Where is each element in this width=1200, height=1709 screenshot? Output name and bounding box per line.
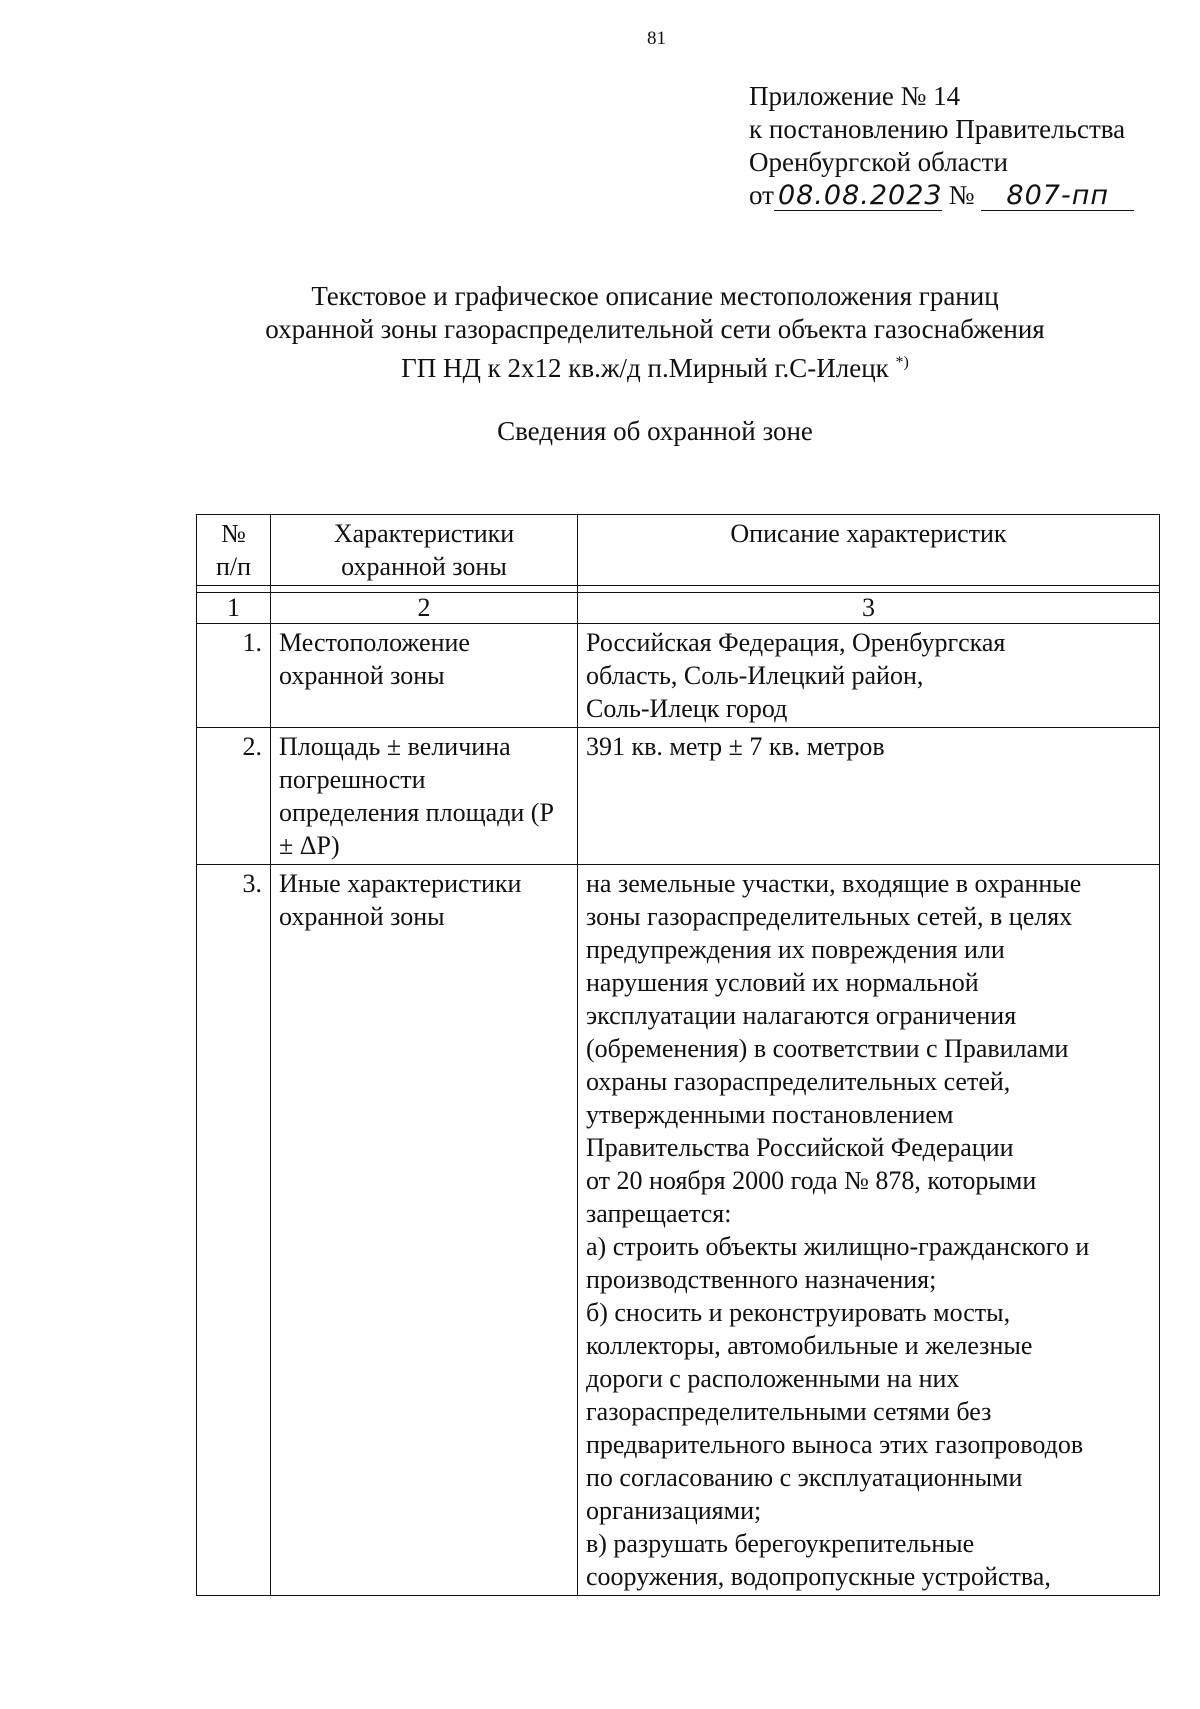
header-col-2-line: Характеристики [333,519,515,548]
row-description-line: (обременения) в соответствии с Правилами [586,1034,1069,1063]
title-line-1: Текстовое и графическое описание местоположения границ [311,281,999,311]
title-line-3 [190,346,1120,385]
row-name-line: Иные характеристики [279,869,522,898]
row-description-line: область, Соль-Илецкий район, [586,661,924,690]
row-number: 3. [197,865,271,1596]
header-col-1-line: № [221,519,246,548]
row-name-line: погрешности [279,765,426,794]
appendix-line-2: к постановлению Правительства [749,114,1126,144]
row-name [271,624,578,728]
from-label: от [749,180,774,210]
row-description-line: Российская Федерация, Оренбургская [586,628,1006,657]
header-col-3: Описание характеристик [578,515,1160,586]
appendix-block [749,80,1134,212]
row-description-line: газораспределительными сетями без [586,1397,992,1426]
table-row [197,624,1160,728]
header-col-2 [271,515,578,586]
column-number-row [197,593,1160,624]
row-description-line: 391 кв. метр ± 7 кв. метров [586,732,885,761]
row-name-line: (P ± ΔP) [279,798,553,860]
zone-table [196,514,1160,1596]
row-description [578,624,1160,728]
row-name [271,865,578,1596]
column-number-2: 2 [271,593,578,624]
title-line-3-text: ГП НД к 2х12 кв.ж/д п.Мирный г.С-Илецк [401,353,889,383]
header-gap [197,586,1160,593]
page-number: 81 [647,28,666,49]
handwritten-number: 807-пп [981,182,1134,211]
row-number: 2. [197,728,271,865]
row-description-line: Правительства Российской Федерации [586,1133,1014,1162]
row-description-line: дороги с расположенными на них [586,1364,960,1393]
row-description-line: зоны газораспределительных сетей, в целях [586,902,1073,931]
row-description-line: охраны газораспределительных сетей, [586,1067,1011,1096]
row-name-line: Местоположение [279,628,470,657]
row-name-line: охранной зоны [279,661,445,690]
section-subtitle: Сведения об охранной зоне [497,416,813,446]
gap-cell [271,586,578,593]
gap-cell [197,586,271,593]
row-description-line: предупреждения их повреждения или [586,935,1005,964]
appendix-line-4 [749,179,1134,212]
header-col-1 [197,515,271,586]
zone-table-body [197,515,1160,1596]
number-label: № [948,180,975,210]
row-name-line: определения площади [279,798,525,827]
handwritten-date: 08.08.2023 [774,182,942,211]
row-description-line: в) разрушать берегоукрепительные [586,1529,975,1558]
row-description-line: сооружения, водопропускные устройства, [586,1562,1051,1591]
row-description [578,728,1160,865]
row-description-line: предварительного выноса этих газопроводов [586,1430,1084,1459]
row-description-line: на земельные участки, входящие в охранные [586,869,1082,898]
appendix-line-1: Приложение № 14 [749,81,961,111]
row-description-line: организациями; [586,1496,762,1525]
row-description-line: по согласованию с эксплуатационными [586,1463,1023,1492]
row-description-line: б) сносить и реконструировать мосты, [586,1298,1011,1327]
table-row [197,728,1160,865]
row-name-line: Площадь ± величина [279,732,511,761]
header-col-2-line: охранной зоны [341,552,507,581]
row-description-line: от 20 ноября 2000 года № 878, которыми [586,1166,1037,1195]
row-description-line: Соль-Илецк город [586,694,788,723]
row-description-line: производственного назначения; [586,1265,937,1294]
document-title [190,280,1120,385]
row-number: 1. [197,624,271,728]
footnote-mark: *) [895,354,909,371]
title-line-2: охранной зоны газораспределительной сети объекта газоснабжения [265,314,1045,344]
row-description-line: запрещается: [586,1199,732,1228]
row-description-line: эксплуатации налагаются ограничения [586,1001,1017,1030]
row-name [271,728,578,865]
column-number-3: 3 [578,593,1160,624]
appendix-line-3: Оренбургской области [749,147,1008,177]
table-row [197,865,1160,1596]
gap-cell [578,586,1160,593]
header-row [197,515,1160,586]
row-description-line: коллекторы, автомобильные и железные [586,1331,1033,1360]
row-name-line: охранной зоны [279,902,445,931]
row-description-line: утвержденными постановлением [586,1100,954,1129]
row-description-line: а) строить объекты жилищно-гражданского и [586,1232,1090,1261]
row-description [578,865,1160,1596]
row-description-line: нарушения условий их нормальной [586,968,979,997]
column-number-1: 1 [197,593,271,624]
header-col-1-line: п/п [215,552,252,581]
